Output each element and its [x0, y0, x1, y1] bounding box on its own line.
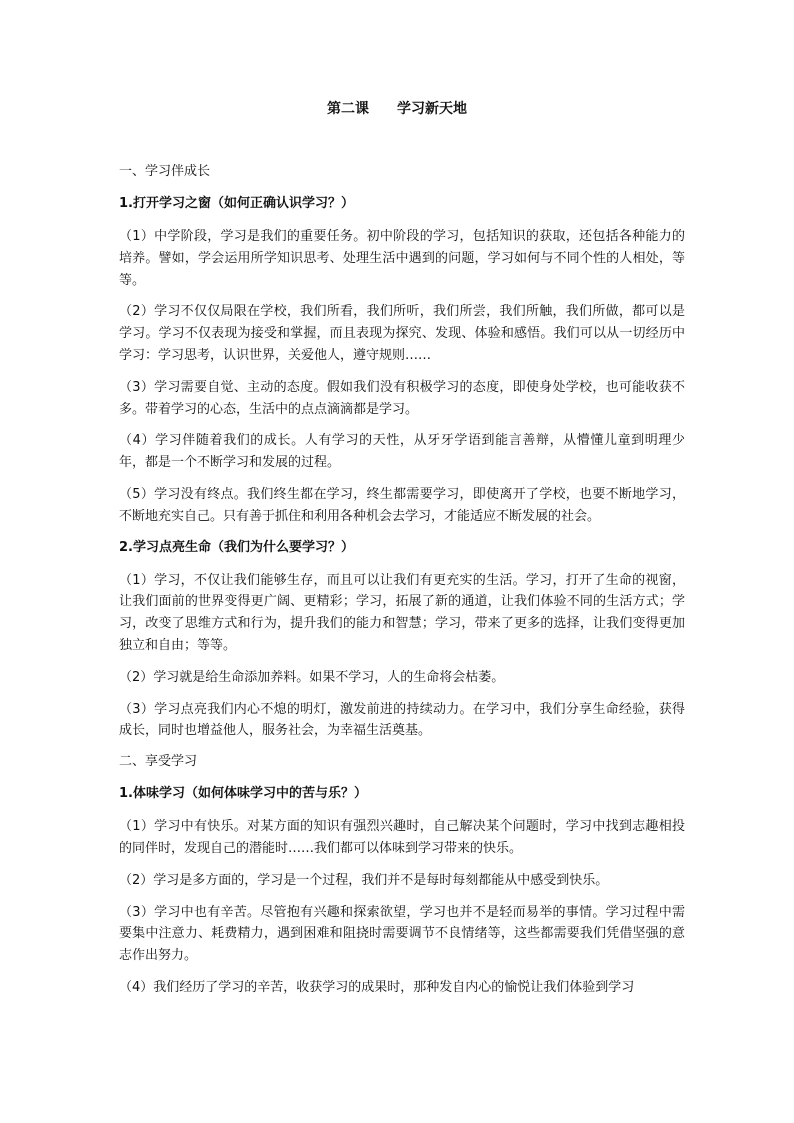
- paragraph: （4）我们经历了学习的辛苦，收获学习的成果时，那种发自内心的愉悦让我们体验到学习: [119, 979, 635, 995]
- paragraph: （3）学习需要自觉、主动的态度。假如我们没有积极学习的态度，即使身处学校，也可能收获不多。带着学习的心态，生活中的点点滴滴都是学习。: [119, 379, 685, 417]
- subsection-heading: 1.打开学习之窗（如何正确认识学习？）: [119, 196, 354, 211]
- paragraph: （2）学习不仅仅局限在学校，我们所看，我们所听，我们所尝，我们所触，我们所做，都可以是学习。学习不仅表现为接受和掌握，而且表现为探究、发现、体验和感悟。我们可以从一切经历中学习：学习思考，认识世界，关爱他人，遵守规则……: [119, 304, 685, 363]
- subsection-heading: 2.学习点亮生命（我们为什么要学习？）: [119, 539, 354, 555]
- paragraph: （4）学习伴随着我们的成长。人有学习的天性，从牙牙学语到能言善辩，从懵懂儿童到明理少年，都是一个不断学习和发展的过程。: [119, 433, 685, 471]
- paragraph: （3）学习中也有辛苦。尽管抱有兴趣和探索欲望，学习也并不是轻而易举的事情。学习过程中需要集中注意力、耗费精力，遇到困难和阻挠时需要调节不良情绪等，这些都需要我们凭借坚强的意志作出努力。: [119, 904, 685, 964]
- section-heading: 一、学习伴成长: [119, 164, 211, 179]
- paragraph: （1）学习中有快乐。对某方面的知识有强烈兴趣时，自己解决某个问题时，学习中找到志趣相投的同伴时，发现自己的潜能时……我们都可以体味到学习带来的快乐。: [119, 819, 685, 856]
- document-body: [119, 162, 685, 997]
- paragraph: （2）学习是多方面的，学习是一个过程，我们并不是每时每刻都能从中感受到快乐。: [119, 872, 609, 888]
- paragraph: （2）学习就是给生命添加养料。如果不学习，人的生命将会枯萎。: [119, 669, 505, 685]
- page-title: 第二课 学习新天地: [327, 101, 467, 117]
- subsection-heading: 1.体味学习（如何体味学习中的苦与乐？）: [119, 786, 367, 802]
- paragraph: （5）学习没有终点。我们终生都在学习，终生都需要学习，即使离开了学校，也要不断地学习，不断地充实自己。只有善于抓住和利用各种机会去学习，才能适应不断发展的社会。: [119, 486, 685, 524]
- paragraph: （1）中学阶段，学习是我们的重要任务。初中阶段的学习，包括知识的获取，还包括各种能力的培养。譬如，学会运用所学知识思考、处理生活中遇到的问题，学习如何与不同个性的人相处，等等。: [119, 229, 685, 288]
- paragraph: （1）学习，不仅让我们能够生存，而且可以让我们有更充实的生活。学习，打开了生命的视窗，让我们面前的世界变得更广阔、更精彩；学习，拓展了新的通道，让我们体验不同的生活方式；学习，改变了思维方式和行为，提升我们的能力和智慧；学习，带来了更多的选择，让我们变得更加独立和自由；等等。: [119, 572, 685, 653]
- paragraph: （3）学习点亮我们内心不熄的明灯，激发前进的持续动力。在学习中，我们分享生命经验，获得成长，同时也增益他人，服务社会，为幸福生活奠基。: [119, 701, 685, 739]
- section-heading: 二、享受学习: [119, 754, 198, 770]
